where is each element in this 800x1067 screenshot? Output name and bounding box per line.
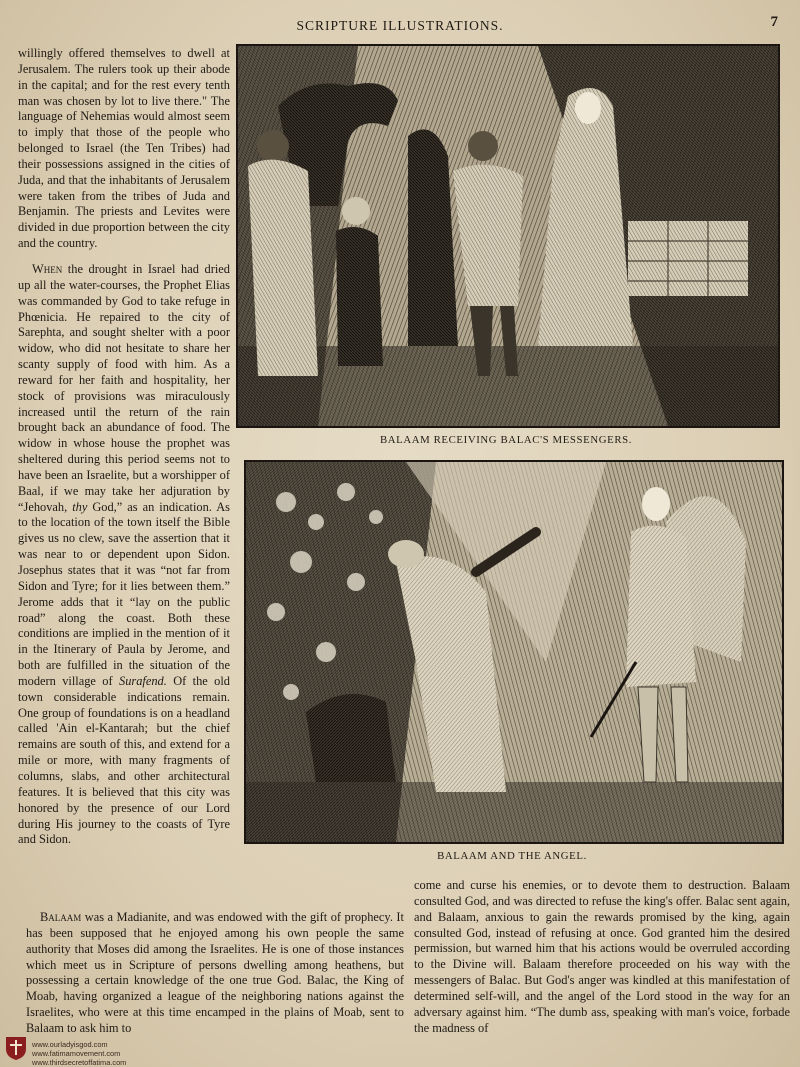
engraving-art-1 (238, 46, 778, 426)
paragraph-balaam-continued: come and curse his enemies, or to devote them to destruction. Balaam consulted God, and was directed to refuse the king's offer. Balac sent again, and Balaam, anxious to gain the rewards promised by the king, again consulted God, instead of refusing at once. God granted him the desired permission, but warned him that his actions would be overruled according to the Divine will. Balaam therefore proceeded on his way with the messengers of Balac. But God's anger was kindled at this manifestation of determined self-will, and the angel of the Lord stood in the way for an adversary against him. “The dumb ass, speaking with man's voice, forbade the madness of (414, 878, 790, 1035)
watermark-url-1[interactable]: www.ourladyisgod.com (32, 1040, 108, 1049)
paragraph-balaam: Balaam was a Madianite, and was endowed with the gift of prophecy. It has been supposed that he enjoyed among his own people the same authority that Moses did among the Israelites. He is one of those instances which meet us in Scripture of persons dwelling among heathens, but possessing a certain knowledge of the one true God. Balac, the King of Moab, having organized a league of the neighboring nations against the Israelites, who were at this time encamped in the plains of Moab, sent to Balaam to ask him to (26, 910, 404, 1035)
bottom-right-column (414, 878, 790, 1036)
watermark-url-3[interactable]: www.thirdsecretoffatima.com (32, 1058, 127, 1067)
page-number: 7 (770, 14, 778, 30)
watermark-url-2[interactable]: www.fatimamovement.com (32, 1049, 121, 1058)
bottom-left-column (26, 910, 404, 1037)
paragraph-nehemias: willingly offered themselves to dwell at Jerusalem. The rulers took up their abode in the capital; and for the rest every tenth man was chosen by lot to live there." The language of Nehemias would almost seem to imply that those of the people who belonged to Israel (the Ten Tribes) had their possessions assigned in the cities of Juda, and that the inhabitants of Jerusalem were taken from the tribes of Juda and Benjamin. The priests and Levites were divided in due proportion between the city and the country. (18, 46, 230, 251)
caption-illustration-1: BALAAM RECEIVING BALAC'S MESSENGERS. (379, 434, 633, 446)
engraving-balaam-angel (244, 460, 784, 844)
left-column (18, 46, 230, 848)
drop-lead: When (32, 261, 63, 276)
engraving-art-2 (246, 462, 782, 842)
running-title: SCRIPTURE ILLUSTRATIONS. (296, 18, 504, 33)
engraving-balaam-messengers (236, 44, 780, 428)
shield-logo-icon (4, 1035, 28, 1061)
paragraph-elias: When the drought in Israel had dried up all the water-courses, the Prophet Elias was commanded by God to take refuge in Phœnicia. He repaired to the city of Sarephta, and sought shelter with a poor widow, who did not hesitate to share her scanty supply of food with him. As a reward for her faith and hospitality, her stock of provisions was miraculously increased until the return of the rain brought back an abundance of food. The widow in whose house the prophet was sheltered during this period seems not to have been an Israelite, but a worshipper of Baal, if we may take her adjuration by “Jehovah, thy God,” as an indication. As to the location of the town itself the Bible gives us no clew, save the assertion that it was near to or dependent upon Sidon. Josephus states that it was “not far from Sidon and Tyre; for it lies between them.” Jerome adds that it “lay on the public road” along the coast. Both these conditions are implied in the mention of it in the Itinerary of Paula by Jerome, and both are fulfilled in the situation of the modern village of Surafend. Of the old town considerable indications remain. One group of foundations is on a headland called 'Ain el-Kantarah; but the chief remains are south of this, and extend for a mile or more, with many fragments of columns, slabs, and other architectural features. It is believed that this city was honored by the presence of our Lord during His journey to the coasts of Tyre and Sidon. (18, 261, 230, 847)
caption-illustration-2: BALAAM AND THE ANGEL. (437, 850, 587, 862)
